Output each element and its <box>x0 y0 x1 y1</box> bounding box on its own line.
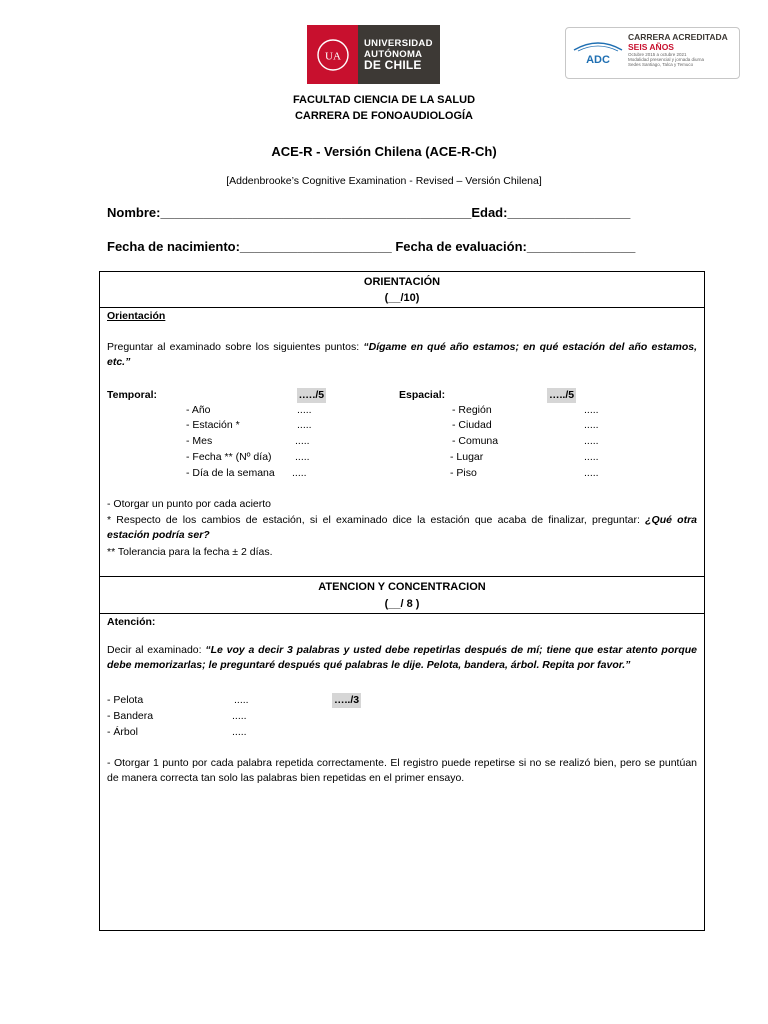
orientation-instruction: Preguntar al examinado sobre los siguientes puntos: “Dígame en qué año estamos; en qué estación del año estamos, etc.” <box>107 341 697 368</box>
svg-text:UA: UA <box>324 50 341 62</box>
attention-item: - Árbol <box>107 726 138 738</box>
dates-field[interactable]: Fecha de nacimiento:_____________________ Fecha de evaluación:_______________ <box>107 239 636 254</box>
attention-instruction: Decir al examinado: “Le voy a decir 3 palabras y usted debe repetirlas después de mí; tiene que estar atento porque debe memorizarlas; le preguntaré después qué palabras le dije. Pelota, bandera, árbol. Repita por favor.” <box>107 644 697 671</box>
orientation-note: * Respecto de los cambios de estación, si el examinado dice la estación que acaba de finalizar, preguntar: ¿Qué otra estación podría ser? <box>107 514 697 541</box>
attention-total-score[interactable]: (__/ 8 ) <box>384 598 420 610</box>
orientation-note: ** Tolerancia para la fecha ± 2 días. <box>107 546 273 558</box>
espacial-item: - Región <box>452 404 492 416</box>
divider <box>100 613 704 614</box>
university-logo <box>307 25 440 84</box>
attention-item: - Bandera <box>107 710 154 722</box>
temporal-item: - Fecha ** (Nº día) <box>186 451 272 463</box>
orientation-note: - Otorgar un punto por cada acierto <box>107 498 272 510</box>
svg-text:ADC: ADC <box>586 54 610 66</box>
attention-score[interactable]: …../3 <box>334 694 360 706</box>
name-age-field[interactable]: Nombre:___________________________________________Edad:_________________ <box>107 205 631 220</box>
temporal-item: - Estación * <box>186 419 240 431</box>
document-title: ACE-R - Versión Chilena (ACE-R-Ch) <box>271 144 497 159</box>
espacial-answer[interactable]: ..... <box>584 419 599 431</box>
divider <box>100 576 704 577</box>
espacial-answer[interactable]: ..... <box>584 404 599 416</box>
adc-icon <box>570 34 626 72</box>
orientation-total-score[interactable]: (__/10) <box>384 292 420 304</box>
espacial-answer[interactable]: ..... <box>584 451 599 463</box>
espacial-item: - Piso <box>450 467 477 479</box>
university-crest <box>307 25 358 84</box>
espacial-answer[interactable]: ..... <box>584 435 599 447</box>
attention-label: Atención: <box>107 616 156 628</box>
temporal-score[interactable]: .…./5 <box>299 389 325 401</box>
attention-answer[interactable]: ..... <box>232 710 247 722</box>
espacial-item: - Ciudad <box>452 419 492 431</box>
temporal-answer[interactable]: ..... <box>297 419 312 431</box>
accreditation-text: CARRERA ACREDITADA SEIS AÑOS Octubre 2015 a octubre 2021 Modalidad presencial y jornada diurna Sedes Santiago, Talca y Temuco <box>628 32 728 67</box>
document-subtitle: [Addenbrooke’s Cognitive Examination - Revised – Versión Chilena] <box>226 175 542 187</box>
university-name: UNIVERSIDAD AUTÓNOMA DE CHILE <box>358 25 440 84</box>
temporal-answer[interactable]: ..... <box>297 404 312 416</box>
orientation-heading: ORIENTACIÓN <box>363 276 441 288</box>
temporal-answer[interactable]: ..... <box>295 435 310 447</box>
temporal-item: - Mes <box>186 435 213 447</box>
divider <box>100 307 704 308</box>
assessment-table <box>99 271 705 931</box>
espacial-label: Espacial: <box>399 389 446 401</box>
accreditation-logo <box>565 27 740 79</box>
attention-note: - Otorgar 1 punto por cada palabra repetida correctamente. El registro puede repetirse si no se realizó bien, pero se puntúan de manera correcta tan solo las palabras bien repetidas en el primer ensayo. <box>107 757 697 784</box>
espacial-score[interactable]: …../5 <box>549 389 575 401</box>
temporal-item: - Día de la semana <box>186 467 275 479</box>
temporal-answer[interactable]: ..... <box>292 467 307 479</box>
attention-heading: ATENCION Y CONCENTRACION <box>318 581 486 593</box>
attention-answer[interactable]: ..... <box>234 694 249 706</box>
career-heading: CARRERA DE FONOAUDIOLOGÍA <box>294 110 474 122</box>
espacial-answer[interactable]: ..... <box>584 467 599 479</box>
orientation-label: Orientación <box>107 310 166 322</box>
espacial-item: - Lugar <box>450 451 484 463</box>
temporal-answer[interactable]: ..... <box>295 451 310 463</box>
faculty-heading: FACULTAD CIENCIA DE LA SALUD <box>292 94 476 106</box>
attention-answer[interactable]: ..... <box>232 726 247 738</box>
temporal-label: Temporal: <box>107 389 157 401</box>
crest-icon <box>313 33 353 77</box>
espacial-item: - Comuna <box>452 435 499 447</box>
attention-item: - Pelota <box>107 694 144 706</box>
temporal-item: - Año <box>186 404 211 416</box>
